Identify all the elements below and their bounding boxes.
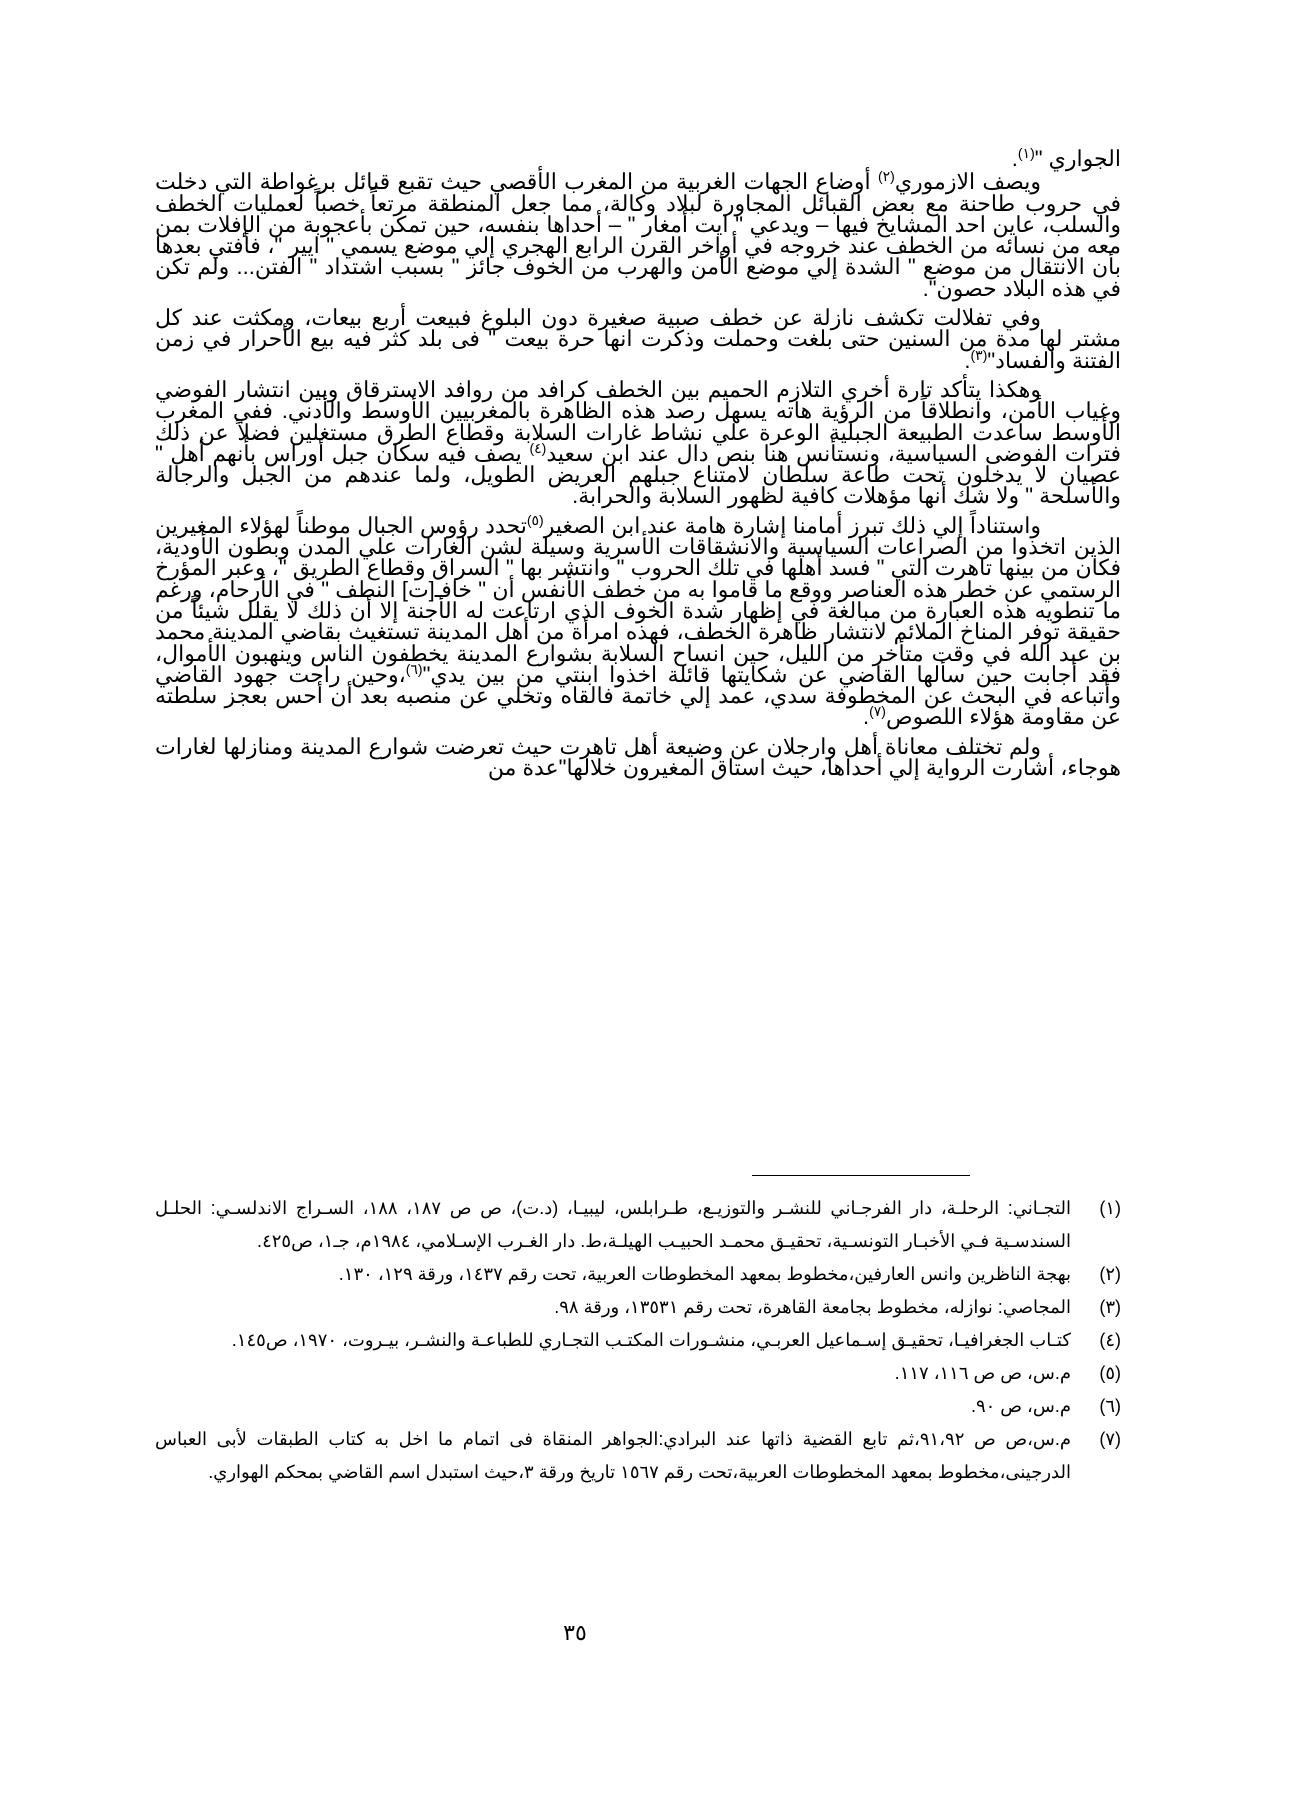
text-span: .: [964, 347, 971, 373]
footnote-ref-4[interactable]: (٤): [529, 439, 547, 456]
footnote-text: المجاصي: نوازله، مخطوط بجامعة القاهرة، تحت رقم ١٣٥٣١، ورقة ٩٨.: [554, 1297, 1071, 1317]
paragraph-1: [155, 168, 1121, 301]
paragraph-2: [155, 307, 1121, 371]
footnote-item: [155, 1390, 1121, 1423]
footnote-ref-6[interactable]: (٦): [405, 660, 423, 677]
footnote-separator: [752, 1175, 970, 1176]
footnote-text: م.س،ص ص ٩١،٩٢،ثم تابع القضية ذاتها عند البرادي:الجواهر المنقاة فى اتمام ما اخل به كتاب الطبقات لأبى العباس الدرجينى،مخطوط بمعهد المخطوطات العربية،تحت رقم ١٥٦٧ تاريخ ورقة ٣،حيث استبدل اسم القاضي بمحكم الهواري.: [155, 1429, 1072, 1482]
page-number: ٣٥: [563, 1620, 587, 1645]
text-span: أوضاع الجهات الغربية من المغرب الأقصي حيث تقبع قبائل برغواطة التي دخلت في حروب طاحنة مع بعض القبائل المجاورة لبلاد وكالة، مما جعل المنطقة مرتعاً خصباً لعمليات الخطف والسلب، عاين احد المشايخ فيها – ويدعي " ايت أمغار " – أحداها بنفسه، حين تمكن بأعجوبة من الإفلات بمن معه من نسائه من الخطف عند خروجه في أواخر القرن الرابع الهجري إلي موضع يسمي " ايير "، فأفتي بعدها بأن الانتقال من موضع " الشدة إلي موضع الأمن والهرب من الخوف جائز " بسبب اشتداد " الفتن... ولم تكن في هذه البلاد حصون".: [155, 169, 1121, 301]
footnote-item: [155, 1357, 1121, 1390]
footnote-item: [155, 1423, 1121, 1489]
footnote-text: م.س، ص ص ١١٦، ١١٧.: [894, 1363, 1071, 1383]
footnote-ref-7[interactable]: (٧): [869, 703, 886, 720]
text-span: .: [1011, 146, 1018, 171]
text-span: .: [862, 704, 870, 730]
text-span: ويصف الازموري: [894, 169, 1041, 195]
footnote-item: [155, 1291, 1121, 1324]
text-span: وفي تفلالت تكشف نازلة عن خطف صبية صغيرة دون البلوغ فبيعت أربع بيعات، ومكثت عند كل مشتر لها مدة من السنين حتى بلغت وحملت وذكرت انها حرة بيعت " فى بلد كثر فيه بيع الأحرار في زمن الفتنة والفساد": [155, 305, 1121, 373]
footnote-item: [155, 1258, 1121, 1291]
text-span: الجواري ": [1034, 146, 1121, 171]
footnote-text: بهجة الناظرين وانس العارفين،مخطوط بمعهد المخطوطات العربية، تحت رقم ١٤٣٧، ورقة ١٢٩، ١٣٠.: [338, 1264, 1071, 1284]
footnote-number: (٢): [1099, 1264, 1121, 1284]
footnote-number: (٦): [1099, 1396, 1121, 1416]
paragraph-continuation: [155, 145, 1121, 171]
footnote-number: (١): [1099, 1198, 1121, 1218]
text-span: واستناداً إلي ذلك تبرز أمامنا إشارة هامة عند ابن الصغير: [543, 512, 1041, 538]
footnote-ref-3[interactable]: (٣): [970, 346, 988, 363]
text-span: تحدد رؤوس الجبال موطناً لهؤلاء المغيرين الذين اتخذوا من الصراعات السياسية والانشقاقات الأسرية وسيلة لشن الغارات علي المدن وبطون الأودية، فكان من بينها تاهرت التي " فسد أهلها في تلك الحروب " وانتشر بها " السراق وقطاع الطريق "، وعبر المؤرخ الرستمي عن خطر هذه العناصر ووقع ما قاموا به من خطف الأنفس أن " خافـ[ت] النطف " في الأرحام، ورغم ما تنطويه هذه العبارة من مبالغة في إظهار شدة الخوف الذي ارتاعت له الأجنة إلا أن ذلك لا يقلل شيئاً من حقيقة توفر المناخ الملائم لانتشار ظاهرة الخطف، فهذه امرأة من أهل المدينة تستغيث بقاضي المدينة محمد بن عبد الله في وقت متأخر من الليل، حين انساح السلابة بشوارع المدينة يخطفون الناس وينهبون الأموال، فقد أجابت حين سألها القاضي عن شكايتها قائلة اخذوا ابنتي من بين يدي": [155, 512, 1121, 687]
footnote-ref-2[interactable]: (٢): [877, 168, 895, 185]
footnote-text: م.س، ص ٩٠.: [970, 1396, 1071, 1416]
footnote-number: (٥): [1099, 1363, 1121, 1383]
footnote-ref-5[interactable]: (٥): [526, 511, 544, 528]
body-text: [155, 145, 1122, 786]
footnote-item: [155, 1192, 1121, 1258]
footnote-number: (٧): [1099, 1429, 1121, 1449]
footnotes-list: [155, 1192, 1121, 1489]
paragraph-5: ولم تختلف معاناة أهل وارجلان عن وضيعة أهل تاهرت حيث تعرضت شوارع المدينة ومنازلها لغارات هوجاء، أشارت الرواية إلي أحداها، حيث استاق المغيرون خلالها"عدة من: [155, 733, 1121, 781]
footnote-text: التجـاني: الرحلـة، دار الفرجـاني للنشـر والتوزيـع، طـرابلس، ليبيـا، (د.ت)، ص ص ١٨٧، ١٨٨، السـراج الاندلسـي: الحلـل السندسـية فـي الأخبـار التونسـية، تحقيـق محمـد الحبيـب الهيلـة،ط. دار الغـرب الإسـلامي، ١٩٨٤م، جـ١، ص٤٢٥.: [155, 1198, 1072, 1251]
text-span: يصف فيه سكان جبل أوراس بأنهم أهل " عصيان لا يدخلون تحت طاعة سلطان لامتناع جبلهم العريض الطويل، ولما عندهم من الجبل والرجالة والأسلحة " ولا شك أنها مؤهلات كافية لظهور السلابة والحرابة.: [155, 440, 1121, 509]
footnote-number: (٤): [1099, 1330, 1121, 1350]
paragraph-3: [155, 376, 1122, 509]
footnote-ref-1[interactable]: (١): [1017, 145, 1035, 161]
paragraph-4: [155, 511, 1121, 730]
text-span: وهكذا يتأكد تارة أخري التلازم الحميم بين الخطف كرافد من روافد الاسترقاق وبين انتشار الفوضي وغياب الأمن، وانطلاقاً من الرؤية هاته يسهل رصد هذه الظاهرة بالمغربيين الأوسط والأدني. ففي المغرب الأوسط ساعدت الطبيعة الجبلية الوعرة علي نشاط غارات السلابة وقطاع الطرق مستغلين فضلاً عن ذلك فترات الفوضى السياسية، ونستأنس هنا بنص دال عند ابن سعيد: [155, 376, 1122, 466]
footnote-text: كتـاب الجغرافيـا، تحقيـق إسـماعيل العربـي، منشـورات المكتـب التجـاري للطباعـة والنشـر، بيـروت، ١٩٧٠، ص١٤٥.: [231, 1330, 1071, 1350]
footnote-item: [155, 1324, 1121, 1357]
footnote-number: (٣): [1099, 1297, 1121, 1317]
text-span: ،وحين راحت جهود القاضي وأتباعه في البحث عن المخطوفة سدي، عمد إلي خاتمة فالقاه وتخلي عن منصبه بعد أن أحس بعجز سلطته عن مقاومة هؤلاء اللصوص: [155, 661, 1121, 730]
